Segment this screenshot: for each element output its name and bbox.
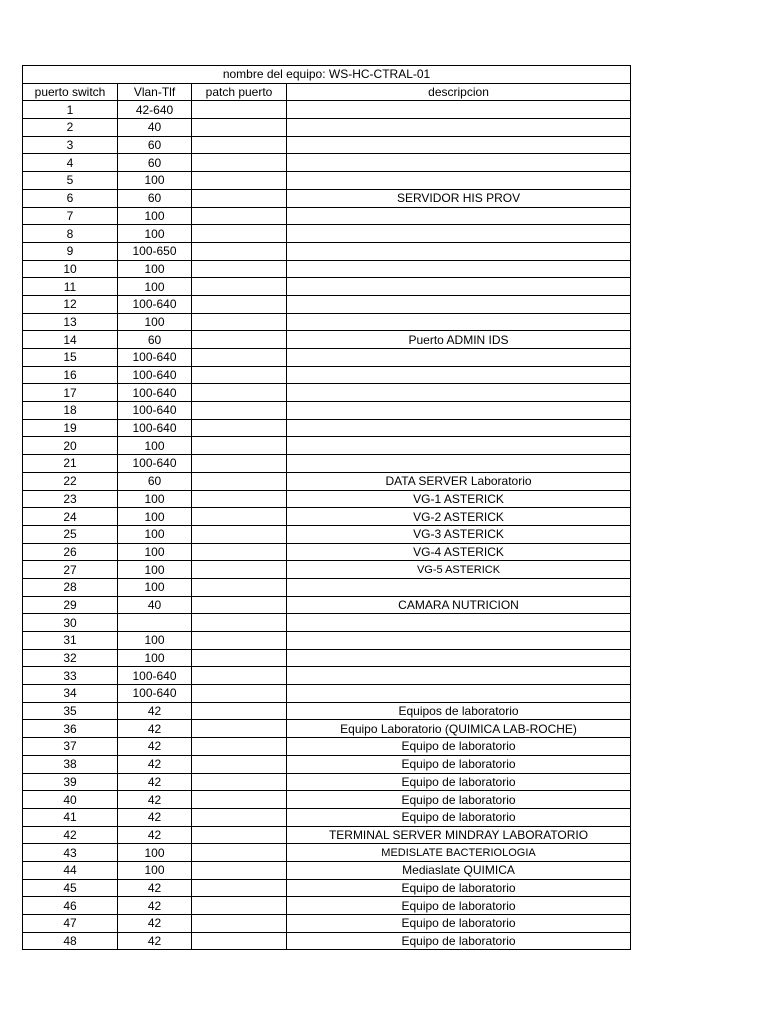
port-cell: 38 bbox=[23, 755, 118, 773]
vlan-cell: 42 bbox=[118, 826, 192, 844]
description-cell bbox=[287, 384, 631, 402]
patch-cell bbox=[192, 295, 287, 313]
column-header-port: puerto switch bbox=[23, 83, 118, 101]
patch-cell bbox=[192, 738, 287, 756]
port-cell: 22 bbox=[23, 472, 118, 490]
table-row bbox=[23, 136, 631, 154]
description-cell bbox=[287, 349, 631, 367]
table-row bbox=[23, 755, 631, 773]
vlan-cell: 100 bbox=[118, 172, 192, 190]
description-cell: Equipos de laboratorio bbox=[287, 702, 631, 720]
vlan-cell: 100-640 bbox=[118, 685, 192, 703]
vlan-cell: 100-640 bbox=[118, 295, 192, 313]
patch-cell bbox=[192, 189, 287, 207]
description-cell: Equipo Laboratorio (QUIMICA LAB-ROCHE) bbox=[287, 720, 631, 738]
description-cell bbox=[287, 632, 631, 650]
description-cell bbox=[287, 667, 631, 685]
table-row bbox=[23, 632, 631, 650]
table-row bbox=[23, 419, 631, 437]
description-cell: MEDISLATE BACTERIOLOGIA bbox=[287, 844, 631, 862]
patch-cell bbox=[192, 932, 287, 950]
patch-cell bbox=[192, 879, 287, 897]
patch-cell bbox=[192, 472, 287, 490]
description-cell: Equipo de laboratorio bbox=[287, 808, 631, 826]
table-row bbox=[23, 614, 631, 632]
description-cell: DATA SERVER Laboratorio bbox=[287, 472, 631, 490]
description-cell: VG-4 ASTERICK bbox=[287, 543, 631, 561]
vlan-cell: 60 bbox=[118, 189, 192, 207]
vlan-cell: 42 bbox=[118, 879, 192, 897]
vlan-cell: 100 bbox=[118, 649, 192, 667]
vlan-cell: 42 bbox=[118, 738, 192, 756]
description-cell bbox=[287, 455, 631, 473]
port-cell: 41 bbox=[23, 808, 118, 826]
patch-cell bbox=[192, 402, 287, 420]
table-row bbox=[23, 437, 631, 455]
vlan-cell: 100-640 bbox=[118, 455, 192, 473]
table-row bbox=[23, 172, 631, 190]
patch-cell bbox=[192, 278, 287, 296]
description-cell: Equipo de laboratorio bbox=[287, 791, 631, 809]
port-cell: 45 bbox=[23, 879, 118, 897]
table-row bbox=[23, 207, 631, 225]
description-cell: VG-3 ASTERICK bbox=[287, 525, 631, 543]
port-cell: 39 bbox=[23, 773, 118, 791]
description-cell: VG-1 ASTERICK bbox=[287, 490, 631, 508]
table-row bbox=[23, 490, 631, 508]
port-cell: 18 bbox=[23, 402, 118, 420]
patch-cell bbox=[192, 614, 287, 632]
port-cell: 42 bbox=[23, 826, 118, 844]
vlan-cell: 40 bbox=[118, 119, 192, 137]
table-row bbox=[23, 596, 631, 614]
vlan-cell: 100 bbox=[118, 260, 192, 278]
vlan-cell: 100 bbox=[118, 278, 192, 296]
vlan-cell: 100 bbox=[118, 632, 192, 650]
port-cell: 29 bbox=[23, 596, 118, 614]
patch-cell bbox=[192, 596, 287, 614]
description-cell bbox=[287, 154, 631, 172]
patch-cell bbox=[192, 384, 287, 402]
table-row bbox=[23, 773, 631, 791]
table-row bbox=[23, 225, 631, 243]
patch-cell bbox=[192, 773, 287, 791]
port-cell: 7 bbox=[23, 207, 118, 225]
port-cell: 20 bbox=[23, 437, 118, 455]
port-cell: 24 bbox=[23, 508, 118, 526]
document-title: nombre del equipo: WS-HC-CTRAL-01 bbox=[23, 66, 631, 84]
patch-cell bbox=[192, 826, 287, 844]
port-cell: 43 bbox=[23, 844, 118, 862]
description-cell bbox=[287, 119, 631, 137]
table-row bbox=[23, 525, 631, 543]
patch-cell bbox=[192, 349, 287, 367]
description-cell: Equipo de laboratorio bbox=[287, 915, 631, 933]
vlan-cell bbox=[118, 614, 192, 632]
vlan-cell: 42 bbox=[118, 915, 192, 933]
table-row bbox=[23, 844, 631, 862]
vlan-cell: 60 bbox=[118, 331, 192, 349]
description-cell bbox=[287, 101, 631, 119]
patch-cell bbox=[192, 101, 287, 119]
port-cell: 40 bbox=[23, 791, 118, 809]
patch-cell bbox=[192, 702, 287, 720]
vlan-cell: 100-640 bbox=[118, 349, 192, 367]
patch-cell bbox=[192, 632, 287, 650]
table-row bbox=[23, 349, 631, 367]
port-cell: 27 bbox=[23, 561, 118, 579]
description-cell bbox=[287, 278, 631, 296]
port-cell: 4 bbox=[23, 154, 118, 172]
description-cell bbox=[287, 242, 631, 260]
table-row bbox=[23, 154, 631, 172]
description-cell: VG-5 ASTERICK bbox=[287, 561, 631, 579]
patch-cell bbox=[192, 791, 287, 809]
table-row bbox=[23, 861, 631, 879]
table-row bbox=[23, 455, 631, 473]
description-cell: Equipo de laboratorio bbox=[287, 773, 631, 791]
port-cell: 32 bbox=[23, 649, 118, 667]
port-cell: 14 bbox=[23, 331, 118, 349]
vlan-cell: 100 bbox=[118, 844, 192, 862]
vlan-cell: 60 bbox=[118, 154, 192, 172]
description-cell bbox=[287, 172, 631, 190]
title-row bbox=[23, 66, 631, 84]
port-cell: 3 bbox=[23, 136, 118, 154]
port-cell: 26 bbox=[23, 543, 118, 561]
port-cell: 10 bbox=[23, 260, 118, 278]
vlan-cell: 42 bbox=[118, 702, 192, 720]
vlan-cell: 100 bbox=[118, 561, 192, 579]
patch-cell bbox=[192, 578, 287, 596]
vlan-cell: 100-640 bbox=[118, 402, 192, 420]
vlan-cell: 100 bbox=[118, 543, 192, 561]
port-cell: 19 bbox=[23, 419, 118, 437]
switch-port-table bbox=[22, 65, 631, 950]
table-row bbox=[23, 402, 631, 420]
vlan-cell: 40 bbox=[118, 596, 192, 614]
description-cell: Mediaslate QUIMICA bbox=[287, 861, 631, 879]
table-row bbox=[23, 384, 631, 402]
table-row bbox=[23, 242, 631, 260]
description-cell bbox=[287, 313, 631, 331]
port-cell: 46 bbox=[23, 897, 118, 915]
description-cell: Equipo de laboratorio bbox=[287, 879, 631, 897]
patch-cell bbox=[192, 136, 287, 154]
vlan-cell: 100 bbox=[118, 313, 192, 331]
port-cell: 47 bbox=[23, 915, 118, 933]
port-cell: 48 bbox=[23, 932, 118, 950]
header-row bbox=[23, 83, 631, 101]
table-row bbox=[23, 879, 631, 897]
patch-cell bbox=[192, 844, 287, 862]
port-cell: 44 bbox=[23, 861, 118, 879]
port-cell: 21 bbox=[23, 455, 118, 473]
table-row bbox=[23, 915, 631, 933]
description-cell bbox=[287, 402, 631, 420]
table-row bbox=[23, 331, 631, 349]
description-cell bbox=[287, 225, 631, 243]
patch-cell bbox=[192, 755, 287, 773]
patch-cell bbox=[192, 861, 287, 879]
port-cell: 16 bbox=[23, 366, 118, 384]
vlan-cell: 100 bbox=[118, 225, 192, 243]
port-cell: 2 bbox=[23, 119, 118, 137]
vlan-cell: 100 bbox=[118, 508, 192, 526]
table-row bbox=[23, 578, 631, 596]
patch-cell bbox=[192, 561, 287, 579]
table-row bbox=[23, 720, 631, 738]
description-cell: Equipo de laboratorio bbox=[287, 755, 631, 773]
port-cell: 25 bbox=[23, 525, 118, 543]
patch-cell bbox=[192, 455, 287, 473]
description-cell bbox=[287, 295, 631, 313]
vlan-cell: 42 bbox=[118, 897, 192, 915]
patch-cell bbox=[192, 490, 287, 508]
patch-cell bbox=[192, 685, 287, 703]
description-cell: Equipo de laboratorio bbox=[287, 932, 631, 950]
description-cell: Puerto ADMIN IDS bbox=[287, 331, 631, 349]
vlan-cell: 42-640 bbox=[118, 101, 192, 119]
patch-cell bbox=[192, 667, 287, 685]
description-cell bbox=[287, 419, 631, 437]
table-row bbox=[23, 119, 631, 137]
table-row bbox=[23, 366, 631, 384]
description-cell: SERVIDOR HIS PROV bbox=[287, 189, 631, 207]
description-cell bbox=[287, 614, 631, 632]
patch-cell bbox=[192, 207, 287, 225]
vlan-cell: 100 bbox=[118, 207, 192, 225]
table-row bbox=[23, 791, 631, 809]
vlan-cell: 100 bbox=[118, 861, 192, 879]
patch-cell bbox=[192, 313, 287, 331]
patch-cell bbox=[192, 172, 287, 190]
port-cell: 35 bbox=[23, 702, 118, 720]
vlan-cell: 60 bbox=[118, 472, 192, 490]
table-row bbox=[23, 667, 631, 685]
port-cell: 5 bbox=[23, 172, 118, 190]
patch-cell bbox=[192, 525, 287, 543]
patch-cell bbox=[192, 366, 287, 384]
port-cell: 28 bbox=[23, 578, 118, 596]
vlan-cell: 100-640 bbox=[118, 667, 192, 685]
patch-cell bbox=[192, 242, 287, 260]
patch-cell bbox=[192, 897, 287, 915]
patch-cell bbox=[192, 119, 287, 137]
vlan-cell: 42 bbox=[118, 720, 192, 738]
table-row bbox=[23, 932, 631, 950]
description-cell bbox=[287, 578, 631, 596]
vlan-cell: 42 bbox=[118, 755, 192, 773]
vlan-cell: 100 bbox=[118, 578, 192, 596]
port-cell: 30 bbox=[23, 614, 118, 632]
table-row bbox=[23, 101, 631, 119]
table-row bbox=[23, 808, 631, 826]
vlan-cell: 100-640 bbox=[118, 366, 192, 384]
table-body bbox=[23, 101, 631, 950]
table-row bbox=[23, 685, 631, 703]
description-cell bbox=[287, 260, 631, 278]
vlan-cell: 100 bbox=[118, 437, 192, 455]
table-row bbox=[23, 472, 631, 490]
table-row bbox=[23, 295, 631, 313]
port-cell: 36 bbox=[23, 720, 118, 738]
table-row bbox=[23, 702, 631, 720]
description-cell bbox=[287, 437, 631, 455]
patch-cell bbox=[192, 419, 287, 437]
patch-cell bbox=[192, 543, 287, 561]
vlan-cell: 100-640 bbox=[118, 419, 192, 437]
vlan-cell: 100 bbox=[118, 490, 192, 508]
port-cell: 13 bbox=[23, 313, 118, 331]
column-header-vlan: Vlan-Tlf bbox=[118, 83, 192, 101]
port-cell: 37 bbox=[23, 738, 118, 756]
description-cell bbox=[287, 685, 631, 703]
description-cell bbox=[287, 136, 631, 154]
patch-cell bbox=[192, 915, 287, 933]
port-cell: 15 bbox=[23, 349, 118, 367]
port-cell: 12 bbox=[23, 295, 118, 313]
patch-cell bbox=[192, 437, 287, 455]
patch-cell bbox=[192, 260, 287, 278]
patch-cell bbox=[192, 154, 287, 172]
port-cell: 31 bbox=[23, 632, 118, 650]
vlan-cell: 42 bbox=[118, 932, 192, 950]
description-cell: TERMINAL SERVER MINDRAY LABORATORIO bbox=[287, 826, 631, 844]
description-cell bbox=[287, 649, 631, 667]
patch-cell bbox=[192, 720, 287, 738]
vlan-cell: 100-650 bbox=[118, 242, 192, 260]
description-cell: CAMARA NUTRICION bbox=[287, 596, 631, 614]
patch-cell bbox=[192, 508, 287, 526]
table-row bbox=[23, 260, 631, 278]
column-header-patch: patch puerto bbox=[192, 83, 287, 101]
description-cell: VG-2 ASTERICK bbox=[287, 508, 631, 526]
table-row bbox=[23, 826, 631, 844]
table-row bbox=[23, 508, 631, 526]
table-row bbox=[23, 649, 631, 667]
description-cell: Equipo de laboratorio bbox=[287, 738, 631, 756]
port-cell: 6 bbox=[23, 189, 118, 207]
vlan-cell: 42 bbox=[118, 773, 192, 791]
table-row bbox=[23, 189, 631, 207]
port-cell: 11 bbox=[23, 278, 118, 296]
patch-cell bbox=[192, 225, 287, 243]
port-cell: 33 bbox=[23, 667, 118, 685]
patch-cell bbox=[192, 808, 287, 826]
description-cell: Equipo de laboratorio bbox=[287, 897, 631, 915]
table-row bbox=[23, 278, 631, 296]
vlan-cell: 100 bbox=[118, 525, 192, 543]
vlan-cell: 100-640 bbox=[118, 384, 192, 402]
table-row bbox=[23, 543, 631, 561]
description-cell bbox=[287, 366, 631, 384]
port-cell: 8 bbox=[23, 225, 118, 243]
description-cell bbox=[287, 207, 631, 225]
table-row bbox=[23, 561, 631, 579]
vlan-cell: 42 bbox=[118, 808, 192, 826]
vlan-cell: 60 bbox=[118, 136, 192, 154]
vlan-cell: 42 bbox=[118, 791, 192, 809]
table-row bbox=[23, 738, 631, 756]
patch-cell bbox=[192, 649, 287, 667]
table-row bbox=[23, 897, 631, 915]
port-cell: 1 bbox=[23, 101, 118, 119]
column-header-description: descripcion bbox=[287, 83, 631, 101]
patch-cell bbox=[192, 331, 287, 349]
port-cell: 17 bbox=[23, 384, 118, 402]
port-cell: 34 bbox=[23, 685, 118, 703]
port-cell: 9 bbox=[23, 242, 118, 260]
port-cell: 23 bbox=[23, 490, 118, 508]
table-row bbox=[23, 313, 631, 331]
